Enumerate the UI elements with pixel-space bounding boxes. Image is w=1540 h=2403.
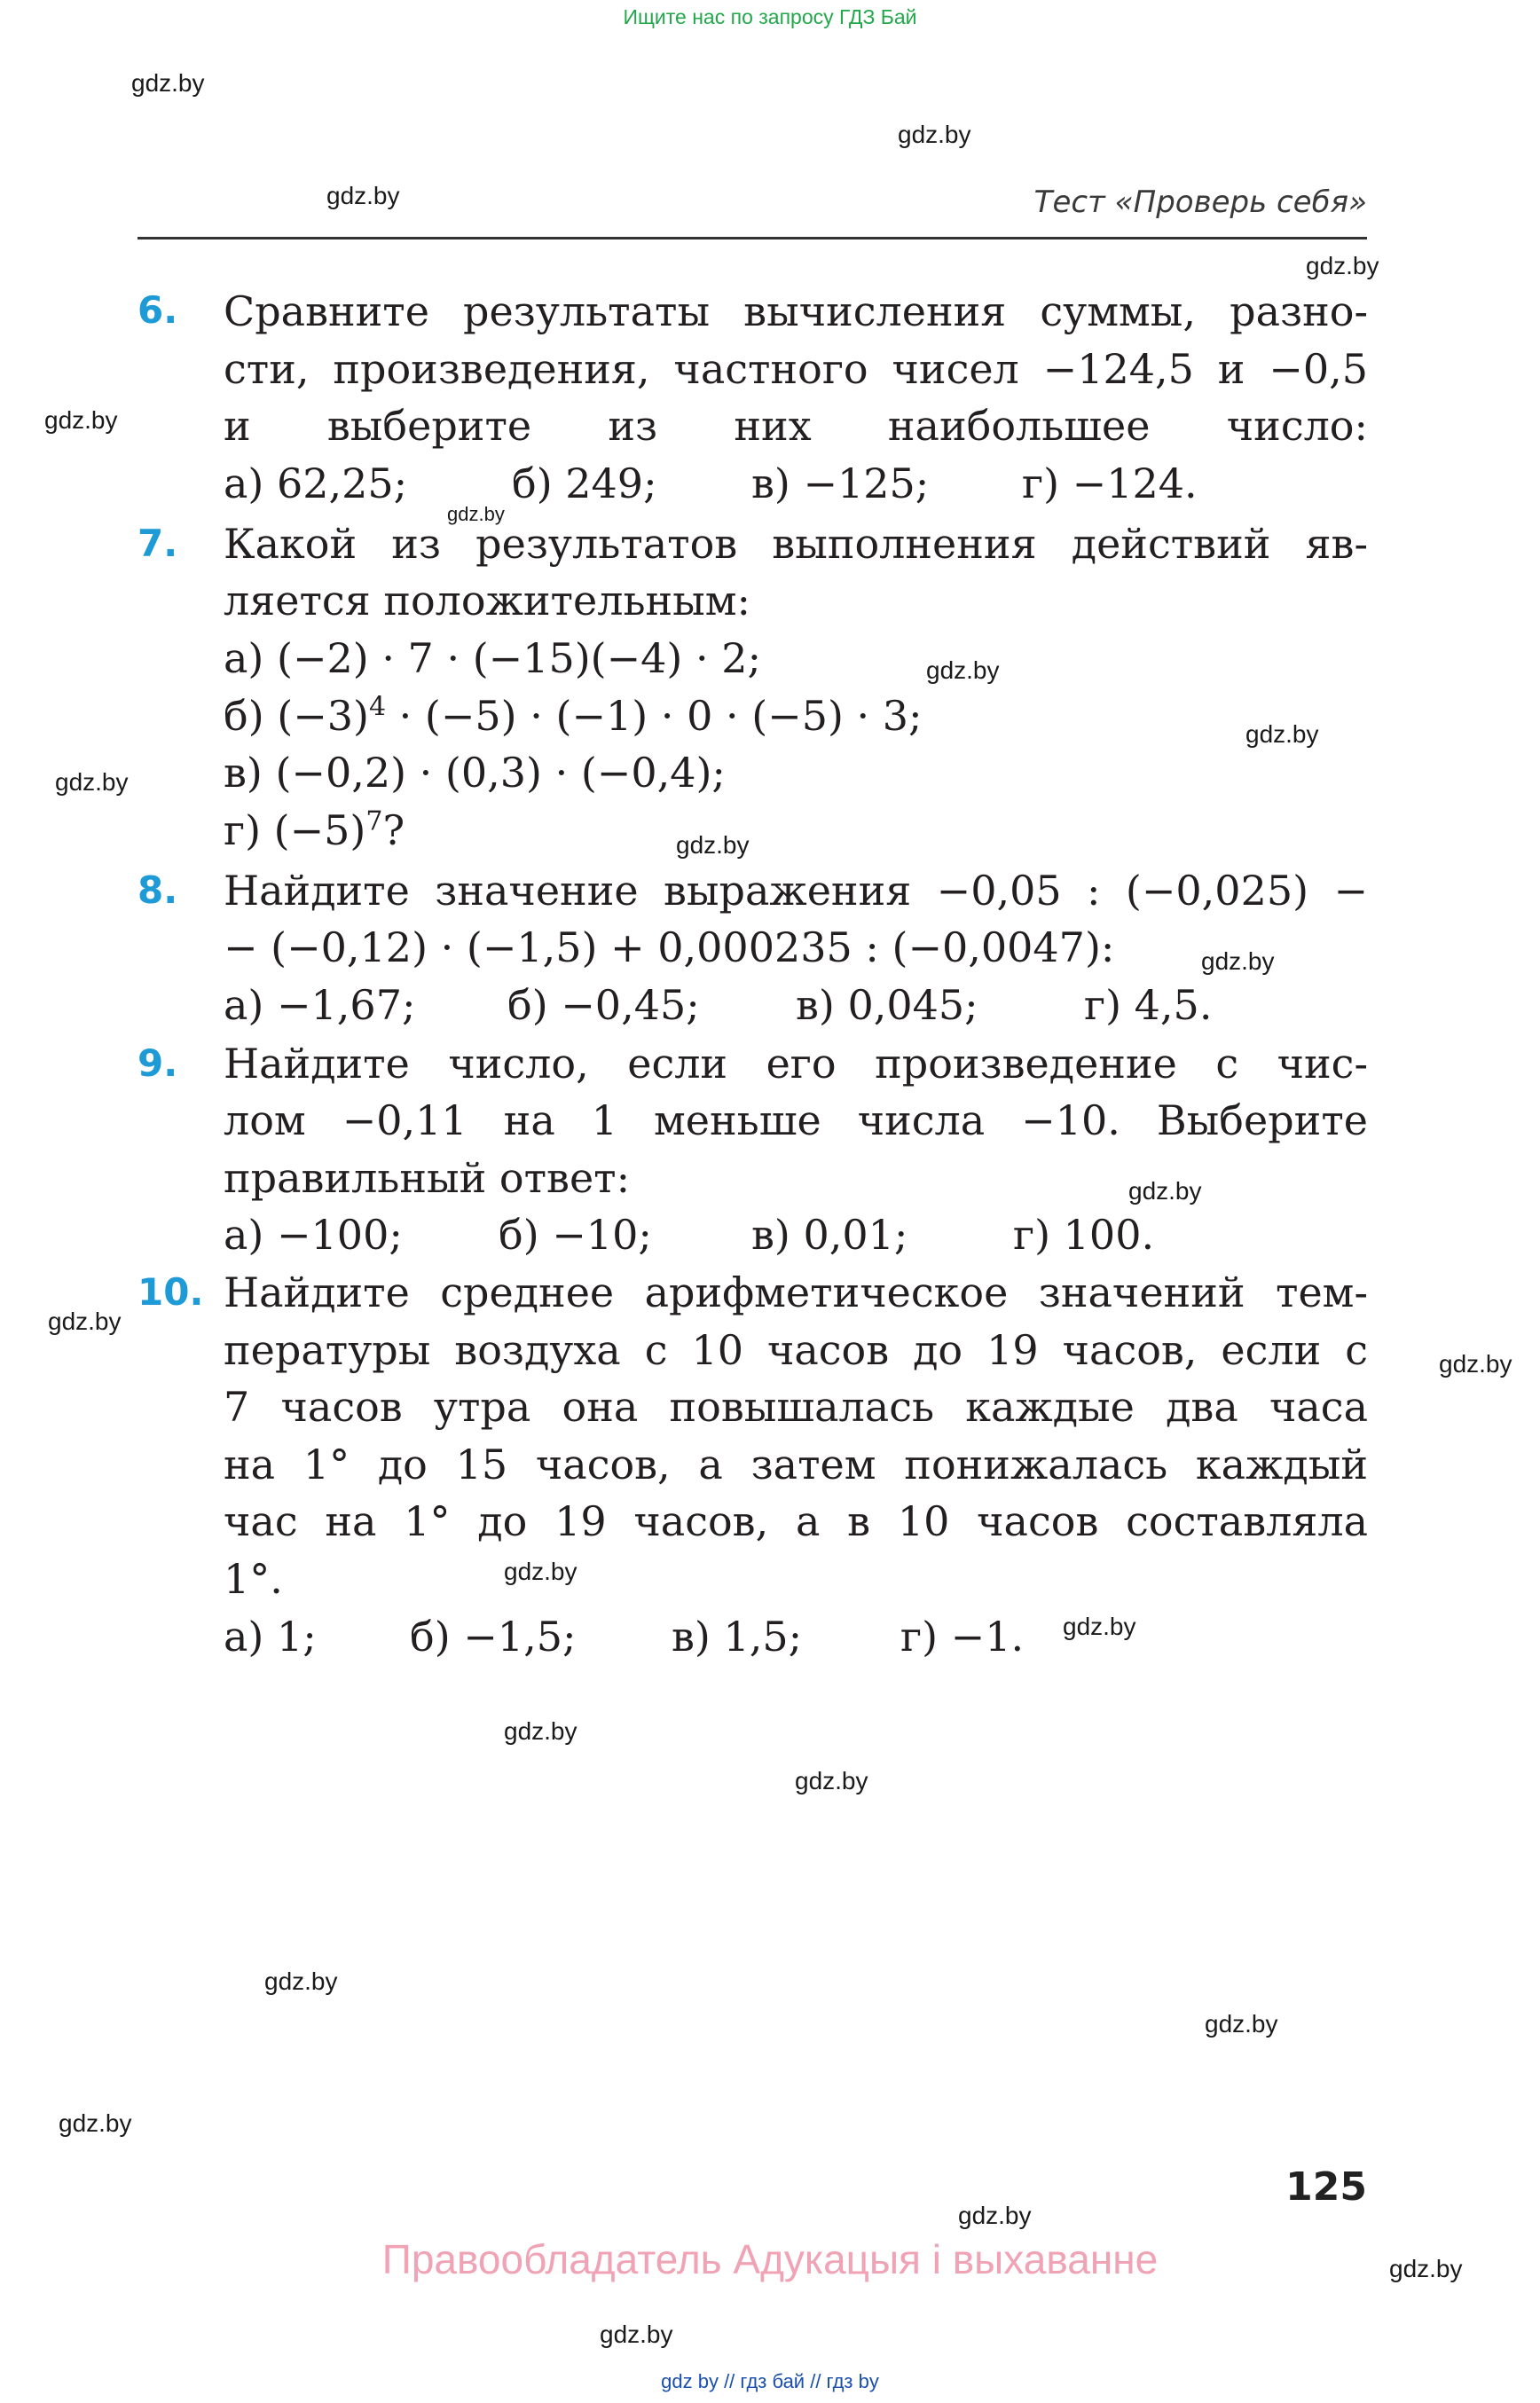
watermark: gdz.by <box>600 2321 673 2348</box>
watermark: gdz.by <box>326 182 400 209</box>
answer-options <box>224 1206 1368 1263</box>
answer-options <box>224 455 1368 512</box>
copyright-notice: Правообладатель Адукацыя і выхаванне <box>381 2236 1159 2282</box>
question-number: 10. <box>138 1270 204 1314</box>
watermark: gdz.by <box>44 406 118 434</box>
watermark: gdz.by <box>926 656 1000 684</box>
watermark: gdz.by <box>1439 1350 1512 1378</box>
question-text-line: пературы воздуха с 10 часов до 19 часов, если с <box>224 1326 1368 1374</box>
question-text-line: Найдите число, если его произведение с чис- <box>224 1040 1368 1088</box>
watermark: gdz.by <box>795 1767 868 1794</box>
option-base: б) (−3) <box>224 692 369 740</box>
answer-option: б) −10; <box>499 1211 652 1259</box>
option-rest: ? <box>382 806 405 854</box>
answer-option: б) 249; <box>512 459 657 507</box>
watermark: gdz.by <box>1128 1177 1202 1205</box>
watermark: gdz.by <box>958 2202 1032 2229</box>
answer-option: а) −100; <box>224 1211 403 1259</box>
option-rest: · (−5) · (−1) · 0 · (−5) · 3; <box>386 692 923 740</box>
watermark: gdz.by <box>264 1967 338 1995</box>
watermark: gdz.by <box>1245 720 1319 748</box>
question-text-line: сти, произведения, частного чисел −124,5 и −0,5 <box>224 345 1368 393</box>
page-header-title: Тест «Проверь себя» <box>1033 185 1367 220</box>
answer-option: б) −0,45; <box>507 981 700 1029</box>
answer-option: а) 1; <box>224 1613 317 1661</box>
top-banner: Ищите нас по запросу ГДЗ Бай <box>623 5 917 28</box>
question-text-line: Найдите значение выражения −0,05 : (−0,025) − <box>224 867 1368 915</box>
answer-option <box>224 802 1368 859</box>
answer-option: б) −1,5; <box>410 1613 577 1661</box>
watermark: gdz.by <box>898 121 971 148</box>
question-text-line: и выберите из них наибольшее число: <box>224 402 1368 450</box>
answer-option: а) −1,67; <box>224 981 416 1029</box>
question-text-line: Найдите среднее арифметическое значений тем- <box>224 1268 1368 1316</box>
watermark: gdz.by <box>131 69 205 97</box>
option-exponent: 4 <box>368 691 387 723</box>
question-number: 8. <box>138 868 178 912</box>
watermark: gdz.by <box>1389 2255 1463 2282</box>
answer-option: в) −125; <box>751 459 930 507</box>
watermark: gdz.by <box>447 503 505 525</box>
question-text-line: 7 часов утра она повышалась каждые два часа <box>224 1383 1368 1431</box>
question-text-line: Какой из результатов выполнения действий яв- <box>224 520 1368 568</box>
question-number: 9. <box>138 1041 178 1085</box>
question-text-line: лом −0,11 на 1 меньше числа −10. Выберите <box>224 1096 1368 1144</box>
page-number: 125 <box>1285 2164 1367 2210</box>
question-text-line: Сравните результаты вычисления суммы, разно- <box>224 287 1368 335</box>
answer-option: в) 1,5; <box>672 1613 803 1661</box>
question-text-line: ляется положительным: <box>224 577 751 624</box>
watermark: gdz.by <box>504 1558 578 1585</box>
option-exponent: 7 <box>365 805 383 837</box>
watermark: gdz.by <box>1201 947 1275 975</box>
option-base: г) (−5) <box>224 806 366 854</box>
watermark: gdz.by <box>676 831 750 859</box>
header-divider <box>138 237 1367 240</box>
watermark: gdz.by <box>504 1717 578 1745</box>
footer-links[interactable]: gdz by // гдз бай // гдз by <box>661 2370 879 2392</box>
question-number: 6. <box>138 288 178 332</box>
watermark: gdz.by <box>1063 1613 1136 1640</box>
question-text-line: правильный ответ: <box>224 1154 631 1202</box>
answer-option: а) (−2) · 7 · (−15)(−4) · 2; <box>224 634 761 682</box>
question-text-line: на 1° до 15 часов, а затем понижалась каждый <box>224 1441 1368 1488</box>
question-text-line: час на 1° до 19 часов, а в 10 часов составляла <box>224 1497 1368 1545</box>
answer-option: г) −124. <box>1022 459 1198 507</box>
answer-options <box>224 1608 1368 1665</box>
question-number: 7. <box>138 522 178 565</box>
watermark: gdz.by <box>55 768 129 796</box>
answer-option: в) 0,01; <box>751 1211 908 1259</box>
answer-option: г) −1. <box>900 1613 1025 1661</box>
answer-option <box>224 687 1368 744</box>
question-text-line: 1°. <box>224 1555 283 1603</box>
watermark: gdz.by <box>1306 252 1379 279</box>
answer-option: в) 0,045; <box>796 981 978 1029</box>
answer-option: а) 62,25; <box>224 459 408 507</box>
answer-option: в) (−0,2) · (0,3) · (−0,4); <box>224 749 726 797</box>
watermark: gdz.by <box>1205 2010 1278 2038</box>
answer-options <box>224 977 1368 1033</box>
watermark: gdz.by <box>59 2109 132 2137</box>
watermark: gdz.by <box>48 1308 122 1335</box>
question-text-line: − (−0,12) · (−1,5) + 0,000235 : (−0,0047): <box>224 923 1115 971</box>
answer-option: г) 4,5. <box>1084 981 1213 1029</box>
answer-option: г) 100. <box>1013 1211 1155 1259</box>
